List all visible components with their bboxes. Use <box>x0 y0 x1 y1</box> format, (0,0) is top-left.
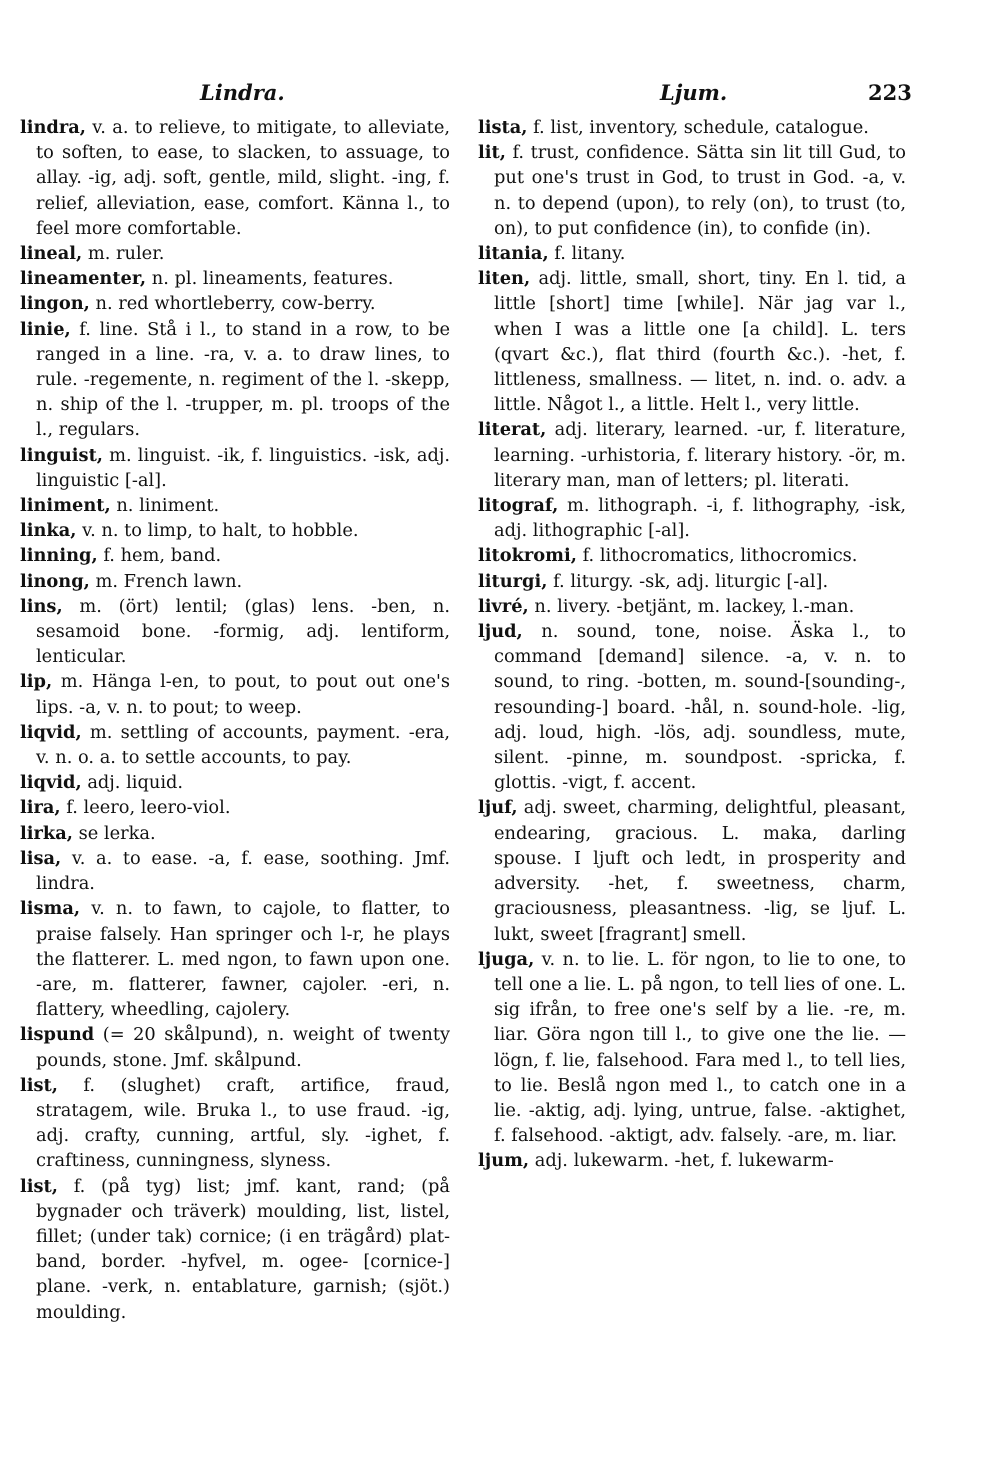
dictionary-entry <box>20 770 450 795</box>
dictionary-entry <box>478 493 906 543</box>
dictionary-entry <box>20 896 450 1022</box>
dictionary-entry <box>20 493 450 518</box>
dictionary-entry <box>478 241 906 266</box>
dictionary-entry <box>478 543 906 568</box>
definition: n. livery. -betjänt, m. lackey, l.-man. <box>534 595 855 617</box>
headword: list, <box>20 1074 58 1096</box>
dictionary-entry <box>20 291 450 316</box>
dictionary-entry <box>20 543 450 568</box>
dictionary-entry <box>20 115 450 241</box>
headword: lineal, <box>20 243 83 265</box>
dictionary-entry <box>20 720 450 770</box>
dictionary-entry <box>20 821 450 846</box>
dictionary-entry <box>20 569 450 594</box>
definition: n. sound, tone, noise. Äska l., to command [demand] silence. -a, v. n. to sound, to ring. -botten, m. sound-[sounding-, resounding-] board. -hål, n. sound-hole. -lig, adj. loud, high. -lös, adj. soundless, mute, silent. -pinne, m. soundpost. -spricka, f. glottis. -vigt, f. accent. <box>494 621 906 794</box>
headword: lisa, <box>20 847 62 869</box>
dictionary-entry <box>478 1148 906 1173</box>
definition: f. hem, band. <box>103 545 222 567</box>
dictionary-entry <box>478 140 906 241</box>
definition: f. (slughet) craft, artifice, fraud, stratagem, wile. Bruka l., to use fraud. -ig, adj. crafty, cunning, artful, sly. -ighet, f. craftiness, cunningness, slyness. <box>36 1074 451 1172</box>
definition: f. list, inventory, schedule, catalogue. <box>533 117 869 138</box>
dictionary-entry <box>478 795 906 946</box>
running-head-left: Lindra. <box>200 80 285 105</box>
headword: lista, <box>478 117 528 138</box>
headword: literat, <box>478 419 547 441</box>
headword: livré, <box>478 595 529 617</box>
dictionary-entry <box>20 846 450 896</box>
definition: adj. liquid. <box>87 772 184 794</box>
running-head-center: Ljum. <box>660 80 728 105</box>
dictionary-entry <box>20 1073 450 1174</box>
headword: linong, <box>20 570 90 592</box>
headword: lins, <box>20 595 63 617</box>
headword: lip, <box>20 671 53 693</box>
dictionary-entry <box>20 317 450 443</box>
dictionary-entry <box>20 241 450 266</box>
definition: m. French lawn. <box>95 570 243 592</box>
headword: linka, <box>20 520 77 542</box>
definition: (= 20 skålpund), n. weight of twenty pounds, stone. Jmf. skålpund. <box>36 1024 451 1071</box>
definition: n. red whortleberry, cow-berry. <box>95 293 376 315</box>
dictionary-entry <box>478 417 906 493</box>
headword: liten, <box>478 268 531 290</box>
page-number: 223 <box>868 80 912 105</box>
definition: f. (på tyg) list; jmf. kant, rand; (på bygnader och träverk) moulding, list, listel, fillet; (under tak) cornice; (i en trägård) plat-band, border. -hyfvel, m. ogee- [cornice-] plane. -verk, n. entablature, garnish; (sjöt.) moulding. <box>36 1175 450 1323</box>
headword: ljuf, <box>478 797 518 819</box>
definition: m. settling of accounts, payment. -era, v. n. o. a. to settle accounts, to pay. <box>36 721 450 769</box>
dictionary-entry <box>20 518 450 543</box>
headword: ljum, <box>478 1150 530 1172</box>
definition: adj. sweet, charming, delightful, pleasant, endearing, gracious. L. maka, darling spouse. I ljuft och ledt, in prosperity and adversity. -het, f. sweetness, charm, graciousness, pleasantness. -lig, se ljuf. L. lukt, sweet [fragrant] smell. <box>494 797 907 945</box>
headword: lingon, <box>20 293 90 315</box>
headword: linie, <box>20 318 71 340</box>
dictionary-entry <box>478 266 906 417</box>
headword: lispund <box>20 1024 95 1046</box>
definition: n. liniment. <box>116 495 220 517</box>
headword: lineamenter, <box>20 268 147 290</box>
headword: ljud, <box>478 621 523 643</box>
dictionary-entry <box>478 619 906 795</box>
definition: adj. lukewarm. -het, f. lukewarm- <box>534 1150 834 1172</box>
definition: m. (ört) lentil; (glas) lens. -ben, n. sesamoid bone. -formig, adj. lentiform, lenticular. <box>36 595 450 668</box>
dictionary-entry <box>20 669 450 719</box>
definition: f. leero, leero-viol. <box>66 797 231 819</box>
dictionary-entry <box>478 115 906 140</box>
right-column <box>478 115 906 1174</box>
definition: v. n. to fawn, to cajole, to flatter, to praise falsely. Han springer och l-r, he plays the flatterer. L. med ngon, to fawn upon one. -are, m. flatterer, fawner, cajoler. -eri, n. flattery, wheedling, cajolery. <box>36 898 450 1021</box>
headword: litokromi, <box>478 545 577 567</box>
definition: v. n. to limp, to halt, to hobble. <box>82 520 359 542</box>
definition: v. n. to lie. L. för ngon, to lie to one, to tell one a lie. L. på ngon, to tell lies of one. L. sig ifrån, to free one's self by a lie. -re, m. liar. Göra ngon till l., to give one the lie. — lögn, f. lie, falsehood. Fara med l., to tell lies, to lie. Beslå ngon med l., to catch one in a lie. -aktig, adj. lying, untrue, false. -aktighet, f. falsehood. -aktigt, adv. falsely. -are, m. liar. <box>494 948 907 1147</box>
dictionary-entry <box>478 947 906 1149</box>
definition: m. Hänga l-en, to pout, to pout out one's lips. -a, v. n. to pout; to weep. <box>36 671 450 718</box>
definition: adj. little, small, short, tiny. En l. tid, a little [short] time [while]. När jag var l., when I was a little one [a child]. L. ters (qvart &c.), flat third (fourth &c.). -het, f. littleness, smallness. — litet, n. ind. o. adv. a little. Något l., a little. Helt l., very little. <box>494 268 907 416</box>
dictionary-entry <box>20 594 450 670</box>
dictionary-entry <box>20 795 450 820</box>
definition: v. a. to ease. -a, f. ease, soothing. Jmf. lindra. <box>36 847 450 895</box>
definition: f. liturgy. -sk, adj. liturgic [-al]. <box>553 570 829 592</box>
left-column <box>20 115 450 1325</box>
dictionary-entry <box>20 443 450 493</box>
headword: liqvid, <box>20 721 82 743</box>
headword: lira, <box>20 797 61 819</box>
headword: ljuga, <box>478 948 535 970</box>
definition: f. trust, confidence. Sätta sin lit till Gud, to put one's trust in God, to trust in God. -a, v. n. to depend (upon), to rely (on), to trust (to, on), to put confidence (in), to confide (in). <box>494 142 906 239</box>
definition: v. a. to relieve, to mitigate, to alleviate, to soften, to ease, to slacken, to assuage, to allay. -ig, adj. soft, gentle, mild, slight. -ing, f. relief, alleviation, ease, comfort. Känna l., to feel more comfortable. <box>36 117 451 239</box>
headword: lirka, <box>20 822 73 844</box>
definition: f. lithocromatics, lithocromics. <box>582 545 858 567</box>
dictionary-entry <box>478 569 906 594</box>
headword: lit, <box>478 142 506 164</box>
definition: m. lithograph. -i, f. lithography, -isk, adj. lithographic [-al]. <box>494 495 906 542</box>
dictionary-entry <box>478 594 906 619</box>
headword: litania, <box>478 243 549 265</box>
definition: f. litany. <box>554 243 626 265</box>
dictionary-entry <box>20 266 450 291</box>
definition: f. line. Stå i l., to stand in a row, to be ranged in a line. -ra, v. a. to draw lines, to rule. -regemente, n. regiment of the l. -skepp, n. ship of the l. -trupper, m. pl. troops of the l., regulars. <box>36 318 450 441</box>
headword: liqvid, <box>20 772 82 794</box>
headword: linguist, <box>20 444 103 466</box>
definition: adj. literary, learned. -ur, f. literature, learning. -urhistoria, f. literary history. -ör, m. literary man, man of letters; pl. literati. <box>494 419 906 491</box>
headword: list, <box>20 1175 58 1197</box>
headword: lindra, <box>20 117 86 138</box>
definition: m. linguist. -ik, f. linguistics. -isk, adj. linguistic [-al]. <box>36 444 450 491</box>
headword: liniment, <box>20 495 111 517</box>
headword: lisma, <box>20 898 81 920</box>
dictionary-entry <box>20 1174 450 1325</box>
headword: linning, <box>20 545 98 567</box>
definition: se lerka. <box>78 822 156 844</box>
headword: liturgi, <box>478 570 548 592</box>
headword: litograf, <box>478 495 559 517</box>
dictionary-entry <box>20 1022 450 1072</box>
definition: n. pl. lineaments, features. <box>151 268 394 290</box>
definition: m. ruler. <box>87 243 165 265</box>
